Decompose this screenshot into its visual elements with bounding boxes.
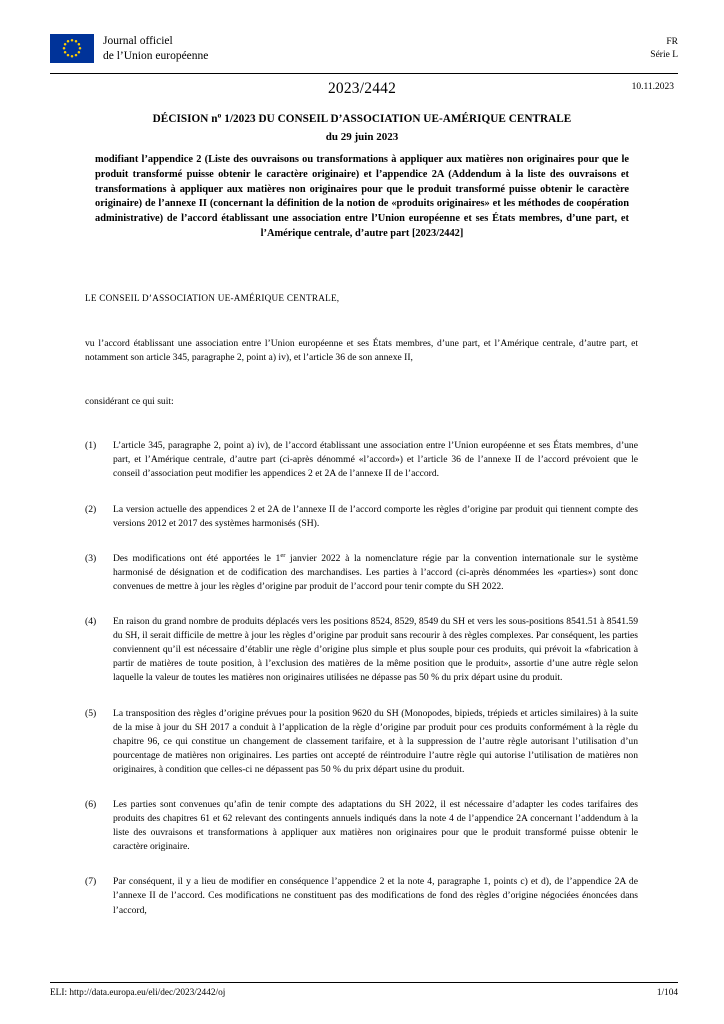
recital-text: Les parties sont convenues qu’afin de tenir compte des adaptations du SH 2022, il est nécessaire d’adapter les codes tarifaires des produits des chapitres 61 et 62 relevant des contingents annuels indiqués dans la note 4 de l’appendice 2A concernant l’addendum à la liste des ouvraisons et transformations à appliquer aux matières non originaires pour que le produit transformé puisse obtenir le caractère originaire. xyxy=(113,798,638,853)
recital-number: (6) xyxy=(85,798,97,810)
masthead-line-2: de l’Union européenne xyxy=(103,49,209,62)
recital-number: (5) xyxy=(85,707,97,719)
recital-number: (3) xyxy=(85,552,97,564)
recital-list xyxy=(85,439,638,917)
document-body xyxy=(85,293,638,939)
masthead-title xyxy=(103,34,208,63)
page-number: 1/104 xyxy=(656,988,678,998)
recital-item xyxy=(85,503,638,531)
recital-text: La version actuelle des appendices 2 et 2A de l’annexe II de l’accord comporte les règles d’origine par produit qui tiennent compte des versions 2012 et 2017 des systèmes harmonisés (SH). xyxy=(113,503,638,529)
eli-link[interactable]: ELI: http://data.europa.eu/eli/dec/2023/2442/oj xyxy=(50,988,226,998)
recital-text: L’article 345, paragraphe 2, point a) iv), de l’accord établissant une association entre l’Union européenne et ses États membres, d’une part, et l’Amérique centrale, d’autre part (ci-après dénommé «l’accord») et l’article 36 de l’annexe II de l’accord prévoient que le conseil d’association peut modifier les appendices 2 et 2A de l’annexe II de l’accord. xyxy=(113,440,638,480)
recital-item xyxy=(85,439,638,481)
eu-flag-icon xyxy=(50,34,94,63)
footer-divider xyxy=(50,982,678,983)
decision-date: du 29 juin 2023 xyxy=(325,131,399,144)
title-block xyxy=(95,112,629,242)
document-subtitle: modifiant l’appendice 2 (Liste des ouvraisons ou transformations à appliquer aux matières non originaires pour que le produit transformé puisse obtenir le caractère originaire) et l’appendice 2A (Addendum à la liste des ouvraisons et transformations à appliquer aux matières non originaires pour que le produit transformé puisse obtenir le caractère originaire) de l’annexe II (concernant la définition de la notion de «produits originaires» et les méthodes de coopération administrative) de l’accord établissant une association entre l’Union européenne et ses États membres, d’une part, et l’Amérique centrale, d’autre part [2023/2442] xyxy=(95,154,629,239)
recital-number: (2) xyxy=(85,503,97,515)
vu-paragraph: vu l’accord établissant une association entre l’Union européenne et ses États membres, d’une part, et l’Amérique centrale, d’autre part, et notamment son article 345, paragraphe 2, point a) iv), et l’article 36 de son annexe II, xyxy=(85,338,638,364)
publication-date: 10.11.2023 xyxy=(631,82,674,92)
page-title: DÉCISION $n^o$ 1/2023 DU CONSEIL D’ASSOCIATION UE-AMÉRIQUE CENTRALE xyxy=(152,110,572,125)
recital-text: En raison du grand nombre de produits déplacés vers les positions 8524, 8529, 8549 du SH et vers les sous-positions 8541.51 à 8541.59 du SH, il serait difficile de mettre à jour les règles d’origine par produit sans recourir à des règles complexes. Par conséquent, les parties conviennent qu’il est nécessaire d’établir une règle d’origine plus simple et plus souple pour ces produits, qui prévoit la «fabrication à partir de matières de toute position, à l’exclusion des matières de la même position que le produit», assortie d’une autre règle selon laquelle la valeur de toutes les matières non originaires utilisées ne dépasse pas 50 % du prix départ usine du produit. xyxy=(113,616,638,684)
recital-item xyxy=(85,552,638,594)
header-meta xyxy=(650,36,678,61)
document-number: 2023/2442 xyxy=(327,80,397,97)
header-divider xyxy=(50,73,678,74)
recital-number: (7) xyxy=(85,876,97,888)
page-footer xyxy=(50,988,678,998)
recital-item xyxy=(85,875,638,917)
recital-item xyxy=(85,707,638,777)
council-line: LE CONSEIL D’ASSOCIATION UE-AMÉRIQUE CENTRALE, xyxy=(85,293,340,303)
recital-text: Par conséquent, il y a lieu de modifier en conséquence l’appendice 2 et la note 4, paragraphe 1, points c) et d), de l’appendice 2A de l’annexe II de l’accord. Ces modifications ne constituent pas des modifications de fond des règles d’origine négociées énoncées dans l’accord, xyxy=(113,876,638,916)
language-code: FR xyxy=(666,37,678,47)
recital-item xyxy=(85,615,638,685)
masthead-group xyxy=(50,34,208,63)
recital-text: Des modifications ont été apportées le 1er janvier 2022 à la nomenclature régie par la convention internationale sur le système harmonisé de désignation et de codification des marchandises. Les parties à l’accord (ci-après dénommées les «parties») sont donc convenues de mettre à jour les règles d’origine par produit de l’accord pour tenir compte du SH 2022. xyxy=(113,551,638,592)
recital-number: (4) xyxy=(85,616,97,628)
recital-item xyxy=(85,798,638,854)
series-label: Série L xyxy=(650,49,678,60)
masthead-line-1: Journal officiel xyxy=(103,35,173,47)
considerant-line: considérant ce qui suit: xyxy=(85,396,174,408)
recital-number: (1) xyxy=(85,440,97,452)
recital-text: La transposition des règles d’origine prévues pour la position 9620 du SH (Monopodes, bipieds, trépieds et articles similaires) à la suite de la mise à jour du SH 2017 a conduit à l’application de la règle d’origine par produit pour ces produits conformément à la règle du chapitre 96, ce qui constitue un changement de classement tarifaire, et à la suppression de l’autre règle autorisant l’utilisation d’un pourcentage de matières non originaires. Les parties ont accepté de réintroduire l’autre règle qui autorise l’utilisation de matières non originaires, à condition que celles-ci ne dépassent pas 50 % du prix départ usine du produit. xyxy=(113,707,638,775)
page-header xyxy=(50,34,678,74)
